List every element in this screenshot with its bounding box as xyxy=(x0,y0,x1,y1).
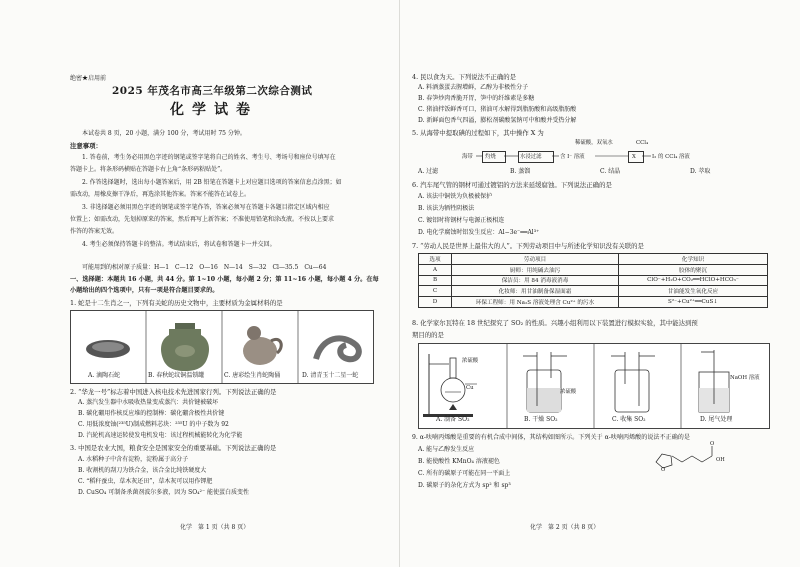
table-cell: B xyxy=(419,275,452,286)
table-cell: 保洁员：用 84 消毒液消毒 xyxy=(452,275,619,286)
q4-option-c: C. 猪油拌饭鲜香可口，猪油可水解得到脂肪酸和高级脂肪酸 xyxy=(418,106,577,113)
note-line: 答题卡上。将条形码横贴在答题卡右上角“条形码粘贴处”。 xyxy=(70,166,227,173)
table-cell: 甘油能发生氧化反应 xyxy=(619,286,768,297)
exam-page-2 xyxy=(400,0,800,567)
question-8: 8. 化学家尔瓦特在 18 世纪探究了 SO₂ 的性质。兴趣小组利用以下装置进行模拟实验，其中能达到预 xyxy=(412,319,698,327)
table-header-row xyxy=(419,254,768,265)
q5-option-a: A. 过滤 xyxy=(418,168,439,175)
q5-flow-burn: 灼烧 xyxy=(485,154,496,160)
table-cell: ClO⁻+H₂O+CO₂══HClO+HCO₃⁻ xyxy=(619,275,768,286)
q9-option-c: C. 所有的碳原子可能在同一平面上 xyxy=(418,470,511,477)
note-line: 位置上；如需改动，先划掉原来的答案，然后再写上新答案；不准使用铅笔和涂改液。不按以上要求 xyxy=(70,216,335,223)
q9-option-b: B. 能使酸性 KMnO₄ 溶液褪色 xyxy=(418,458,500,465)
table-cell: 化妆师：用甘油制备保湿面霜 xyxy=(452,286,619,297)
q8-label-acid: 浓硫酸 xyxy=(462,358,479,364)
q8-option-c: C. 收集 SO₂ xyxy=(612,416,646,423)
q5-flow-reagent-1: 稀硫酸，双氧水 xyxy=(575,140,613,146)
q4-option-d: D. 新鲜面包香气四溢，膨松剂碳酸氢钠可中和酸并受热分解 xyxy=(418,117,577,124)
table-cell: 厨师：用纯碱去油污 xyxy=(452,264,619,275)
q1-option-b: B. 春秋蛇纹铜温锁罐 xyxy=(148,372,205,379)
table-row xyxy=(419,297,768,308)
q1-option-d: D. 清青玉十二星一蛇 xyxy=(302,372,359,379)
q9-option-a: A. 能与乙醇发生反应 xyxy=(418,446,475,453)
q2-option-b: B. 碳化硼用作核反应堆的控制棒：碳化硼含极性共价键 xyxy=(78,410,225,417)
table-cell: 环保工程师：用 Na₂S 溶液处理含 Cu²⁺ 的污水 xyxy=(452,297,619,308)
table-cell: A xyxy=(419,264,452,275)
collection-bottle-icon xyxy=(611,352,655,412)
q8-label-acid-b: 浓硫酸 xyxy=(560,389,577,395)
q5-option-b: B. 蒸馏 xyxy=(510,168,531,175)
secret-label: 绝密★启用前 xyxy=(70,75,107,82)
table-cell: 胶体的聚沉 xyxy=(619,264,768,275)
q2-option-d: D. 汽轮机高速运转使发电机发电：该过程机械能转化为化学能 xyxy=(78,432,243,439)
q3-option-d: D. CuSO₄ 可制备杀菌剂波尔多液，因为 SO₄²⁻ 能使蛋白质变性 xyxy=(78,489,250,496)
pottery-figure-icon xyxy=(243,326,281,365)
q5-flow-product: I₂ 的 CCl₄ 溶液 xyxy=(652,154,690,160)
exam-intro: 本试卷共 8 页，20 小题，满分 100 分，考试用时 75 分钟。 xyxy=(82,130,246,137)
table-cell: S²⁻+Cu²⁺══CuS↓ xyxy=(619,297,768,308)
q5-flow-iodide: 含 I⁻ 溶液 xyxy=(560,154,585,160)
q9-mol-ring-o: O xyxy=(661,467,666,473)
jade-snake-icon xyxy=(316,338,359,359)
q5-option-d: D. 萃取 xyxy=(690,168,711,175)
table-header-cell: 选项 xyxy=(419,254,452,265)
q8-option-d: D. 尾气处理 xyxy=(700,416,733,423)
q5-flow-x: X xyxy=(632,154,636,160)
note-line: 2. 作答选择题时，选出每小题答案后，用 2B 铅笔在答题卡上对应题目选项的答案信息点涂黑；如 xyxy=(82,179,342,186)
notes-heading: 注意事项： xyxy=(70,142,102,150)
q5-option-c: C. 结晶 xyxy=(600,168,621,175)
q2-option-a: A. 蒸汽发生器中水吸收热量变成蒸汽：共价键被破坏 xyxy=(78,399,219,406)
question-4: 4. 民以食为天。下列说法不正确的是 xyxy=(412,73,516,81)
note-line: 作答的答案无效。 xyxy=(70,228,119,235)
q3-option-c: C. “稻秆蚕虫，草木灰还田”，草木灰可以用作钾肥 xyxy=(78,478,213,485)
table-header-cell: 劳动项目 xyxy=(452,254,619,265)
q5-flow-filter: 水浸过滤 xyxy=(520,154,542,160)
page-2-footer: 化学 第 2 页（共 8 页） xyxy=(530,524,600,531)
naoh-beaker-icon xyxy=(699,350,729,412)
q5-flow-arrows xyxy=(400,148,800,168)
question-5: 5. 从海带中提取碘的过程如下，其中操作 X 为 xyxy=(412,129,544,137)
section-1-heading-cont: 小题给出的四个选项中，只有一项是符合题目要求的。 xyxy=(70,287,219,294)
table-row xyxy=(419,275,768,286)
atomic-masses: 可能用到的相对原子质量：H—1 C—12 O—16 N—14 S—32 Cl—35.5 Cu—64 xyxy=(82,264,327,271)
q5-flow-seaweed: 海带 xyxy=(462,154,473,160)
subject-title: 化学试卷 xyxy=(170,102,258,118)
drying-bottle-icon xyxy=(523,352,567,412)
q6-option-b: B. 该法为牺牲阴极法 xyxy=(418,205,475,212)
note-line: 需改动，用橡皮擦干净后，再选涂其他答案。答案不能答在试卷上。 xyxy=(70,191,251,198)
q4-option-a: A. 料酒蒸蛋去腥增鲜，乙醇为非极性分子 xyxy=(418,84,529,91)
q8-option-a: A. 制备 SO₂ xyxy=(436,416,470,423)
q6-option-d: D. 电化学腐蚀时铝发生反应：Al−3e⁻══Al³⁺ xyxy=(418,229,540,236)
q7-table xyxy=(418,253,768,308)
q1-option-a: A. 滴陶石蛇 xyxy=(88,372,121,379)
question-6: 6. 汽车尾气管的钢材可通过镀铝的方法来延缓腐蚀。下列说法正确的是 xyxy=(412,181,612,189)
q3-option-b: B. 收割机的刮刀为铁合金，该合金比纯铁硬度大 xyxy=(78,467,207,474)
question-1: 1. 蛇是十二生肖之一，下列有关蛇的历史文物中，主要材质为金属材料的是 xyxy=(70,299,283,307)
table-header-cell: 化学知识 xyxy=(619,254,768,265)
q6-option-c: C. 镀铝时将钢材与电源正极相连 xyxy=(418,217,505,224)
q6-option-a: A. 该法中铜铁为负极被保护 xyxy=(418,193,493,200)
question-8-cont: 期目的的是 xyxy=(412,331,444,339)
table-cell: D xyxy=(419,297,452,308)
q4-option-b: B. 春笋炒肉香脆开胃，笋中的纤维素是多糖 xyxy=(418,95,535,102)
table-row xyxy=(419,286,768,297)
note-line: 3. 非选择题必须用黑色字迹的钢笔或签字笔作答，答案必须写在答题卡各题目指定区域内相应 xyxy=(82,204,330,211)
table-cell: C xyxy=(419,286,452,297)
q9-mol-carbonyl-o: O xyxy=(710,441,715,447)
q8-option-b: B. 干燥 SO₂ xyxy=(524,416,558,423)
bronze-jar-icon xyxy=(161,323,209,371)
q8-label-naoh: NaOH 溶液 xyxy=(730,375,760,381)
section-1-heading: 一、选择题：本题共 16 小题，共 44 分。第 1~10 小题，每小题 2 分；第 11~16 小题，每小题 4 分。在每 xyxy=(70,276,379,283)
exam-title: 2025 年茂名市高三年级第二次综合测试 xyxy=(112,85,313,97)
q1-option-c: C. 唐彩绘生肖蛇陶俑 xyxy=(224,372,281,379)
q8-label-cu: Cu xyxy=(466,385,474,391)
question-3: 3. 中国是农业大国，粮食安全是国家安全的重要基础。下列说法正确的是 xyxy=(70,444,277,452)
note-line: 1. 答卷前，考生务必用黑色字迹的钢笔或签字笔将自己的姓名、考生号、考场号和座位号填写在 xyxy=(82,154,336,161)
question-9: 9. α-呋喃丙烯酸是重要的有机合成中间体，其结构如图所示。下列关于 α-呋喃丙烯酸的说法不正确的是 xyxy=(412,434,690,441)
q2-option-c: C. 用低浓度铀(²³⁵U)制成燃料芯块：²³⁵U 的中子数为 92 xyxy=(78,421,229,428)
table-row xyxy=(419,264,768,275)
q9-mol-oh: OH xyxy=(716,457,725,463)
stone-snake-icon xyxy=(86,340,130,358)
q9-option-d: D. 碳原子的杂化方式为 sp² 和 sp³ xyxy=(418,482,511,489)
q3-option-a: A. 水稻种子中含有淀粉，淀粉属于高分子 xyxy=(78,456,189,463)
page-1-footer: 化学 第 1 页（共 8 页） xyxy=(180,524,250,531)
q5-flow-reagent-2: CCl₄ xyxy=(636,140,649,146)
question-7: 7. “劳动人民是世界上最伟大的人”。下列劳动项目中与所述化学知识没有关联的是 xyxy=(412,242,644,250)
question-2: 2. “华龙一号”标志着中国进入核电技术先进国家行列。下列说法正确的是 xyxy=(70,388,277,396)
note-line: 4. 考生必须保持答题卡的整洁。考试结束后，将试卷和答题卡一并交回。 xyxy=(82,241,276,248)
